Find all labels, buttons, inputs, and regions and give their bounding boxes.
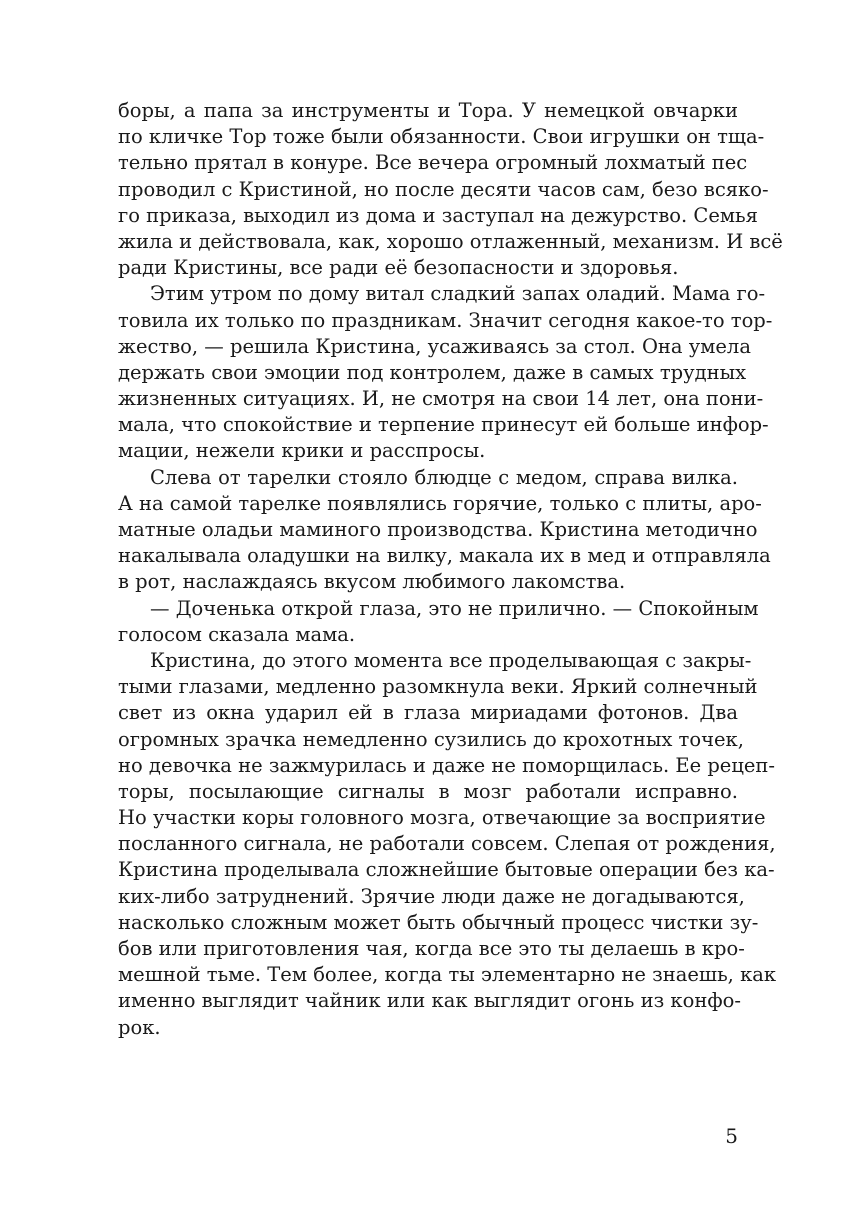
- text-line: свет из окна ударил ей в глаза мириадами фотонов. Два: [118, 701, 738, 725]
- text-line: проводил с Кристиной, но после десяти часов сам, безо всяко-: [118, 177, 769, 201]
- text-line: но девочка не зажмурилась и даже не поморщилась. Ее рецеп-: [118, 753, 776, 777]
- text-line: огромных зрачка немедленно сузились до крохотных точек,: [118, 727, 744, 751]
- paragraph: [118, 648, 777, 1041]
- body-text: [118, 98, 783, 1041]
- paragraph: [118, 281, 773, 464]
- text-line: товила их только по праздникам. Значит сегодня какое-то тор-: [118, 308, 773, 332]
- text-line: торы, посылающие сигналы в мозг работали исправно.: [118, 779, 738, 803]
- text-line: жество, — решила Кристина, усаживаясь за стол. Она умела: [118, 334, 751, 358]
- text-line: держать свои эмоции под контролем, даже в самых трудных: [118, 360, 747, 384]
- text-line: мешной тьме. Тем более, когда ты элементарно не знаешь, как: [118, 963, 777, 987]
- text-line: Этим утром по дому витал сладкий запах оладий. Мама го-: [150, 282, 766, 306]
- text-line: А на самой тарелке появлялись горячие, только с плиты, аро-: [118, 491, 762, 515]
- text-line: мации, нежели крики и расспросы.: [118, 439, 486, 463]
- text-line: жизненных ситуациях. И, не смотря на свои 14 лет, она пони-: [118, 387, 764, 411]
- text-line: бов или приготовления чая, когда все это ты делаешь в кро-: [118, 937, 745, 960]
- text-line: мала, что спокойствие и терпение принесут ей больше инфор-: [118, 413, 769, 437]
- text-line: тельно прятал в конуре. Все вечера огромный лохматый пес: [118, 151, 748, 175]
- text-line: голосом сказала мама.: [118, 622, 356, 646]
- paragraph: [118, 465, 771, 596]
- text-line: матные оладьи маминого производства. Кристина методично: [118, 518, 758, 541]
- text-line: Но участки коры головного мозга, отвечающие за восприятие: [118, 806, 766, 830]
- paragraph: [118, 596, 759, 648]
- text-line: Кристина, до этого момента все проделывающая с закры-: [150, 648, 752, 672]
- text-line: в рот, наслаждаясь вкусом любимого лакомства.: [118, 570, 626, 594]
- text-line: — Доченька открой глаза, это не прилично. — Спокойным: [150, 596, 759, 620]
- text-line: тыми глазами, медленно разомкнула веки. Яркий солнечный: [118, 675, 758, 699]
- text-line: ких-либо затруднений. Зрячие люди даже не догадываются,: [118, 884, 745, 908]
- paragraph: [118, 98, 783, 281]
- text-line: посланного сигнала, не работали совсем. Слепая от рождения,: [118, 832, 776, 856]
- text-line: насколько сложным может быть обычный процесс чистки зу-: [118, 910, 759, 934]
- text-line: го приказа, выходил из дома и заступал на дежурство. Семья: [118, 203, 758, 227]
- text-line: по кличке Тор тоже были обязанности. Свои игрушки он тща-: [118, 125, 765, 149]
- text-line: жила и действовала, как, хорошо отлаженный, механизм. И всё: [118, 229, 783, 253]
- text-line: ради Кристины, все ради её безопасности и здоровья.: [118, 256, 679, 280]
- text-line: Слева от тарелки стояло блюдце с медом, справа вилка.: [150, 465, 738, 489]
- text-line: боры, а папа за инструменты и Тора. У немецкой овчарки: [118, 99, 738, 122]
- text-line: Кристина проделывала сложнейшие бытовые операции без ка-: [118, 858, 775, 882]
- text-line: накалывала оладушки на вилку, макала их в мед и отправляла: [118, 544, 771, 568]
- page-number: 5: [725, 1124, 738, 1148]
- text-line: рок.: [118, 1015, 161, 1039]
- text-line: именно выглядит чайник или как выглядит огонь из конфо-: [118, 989, 741, 1013]
